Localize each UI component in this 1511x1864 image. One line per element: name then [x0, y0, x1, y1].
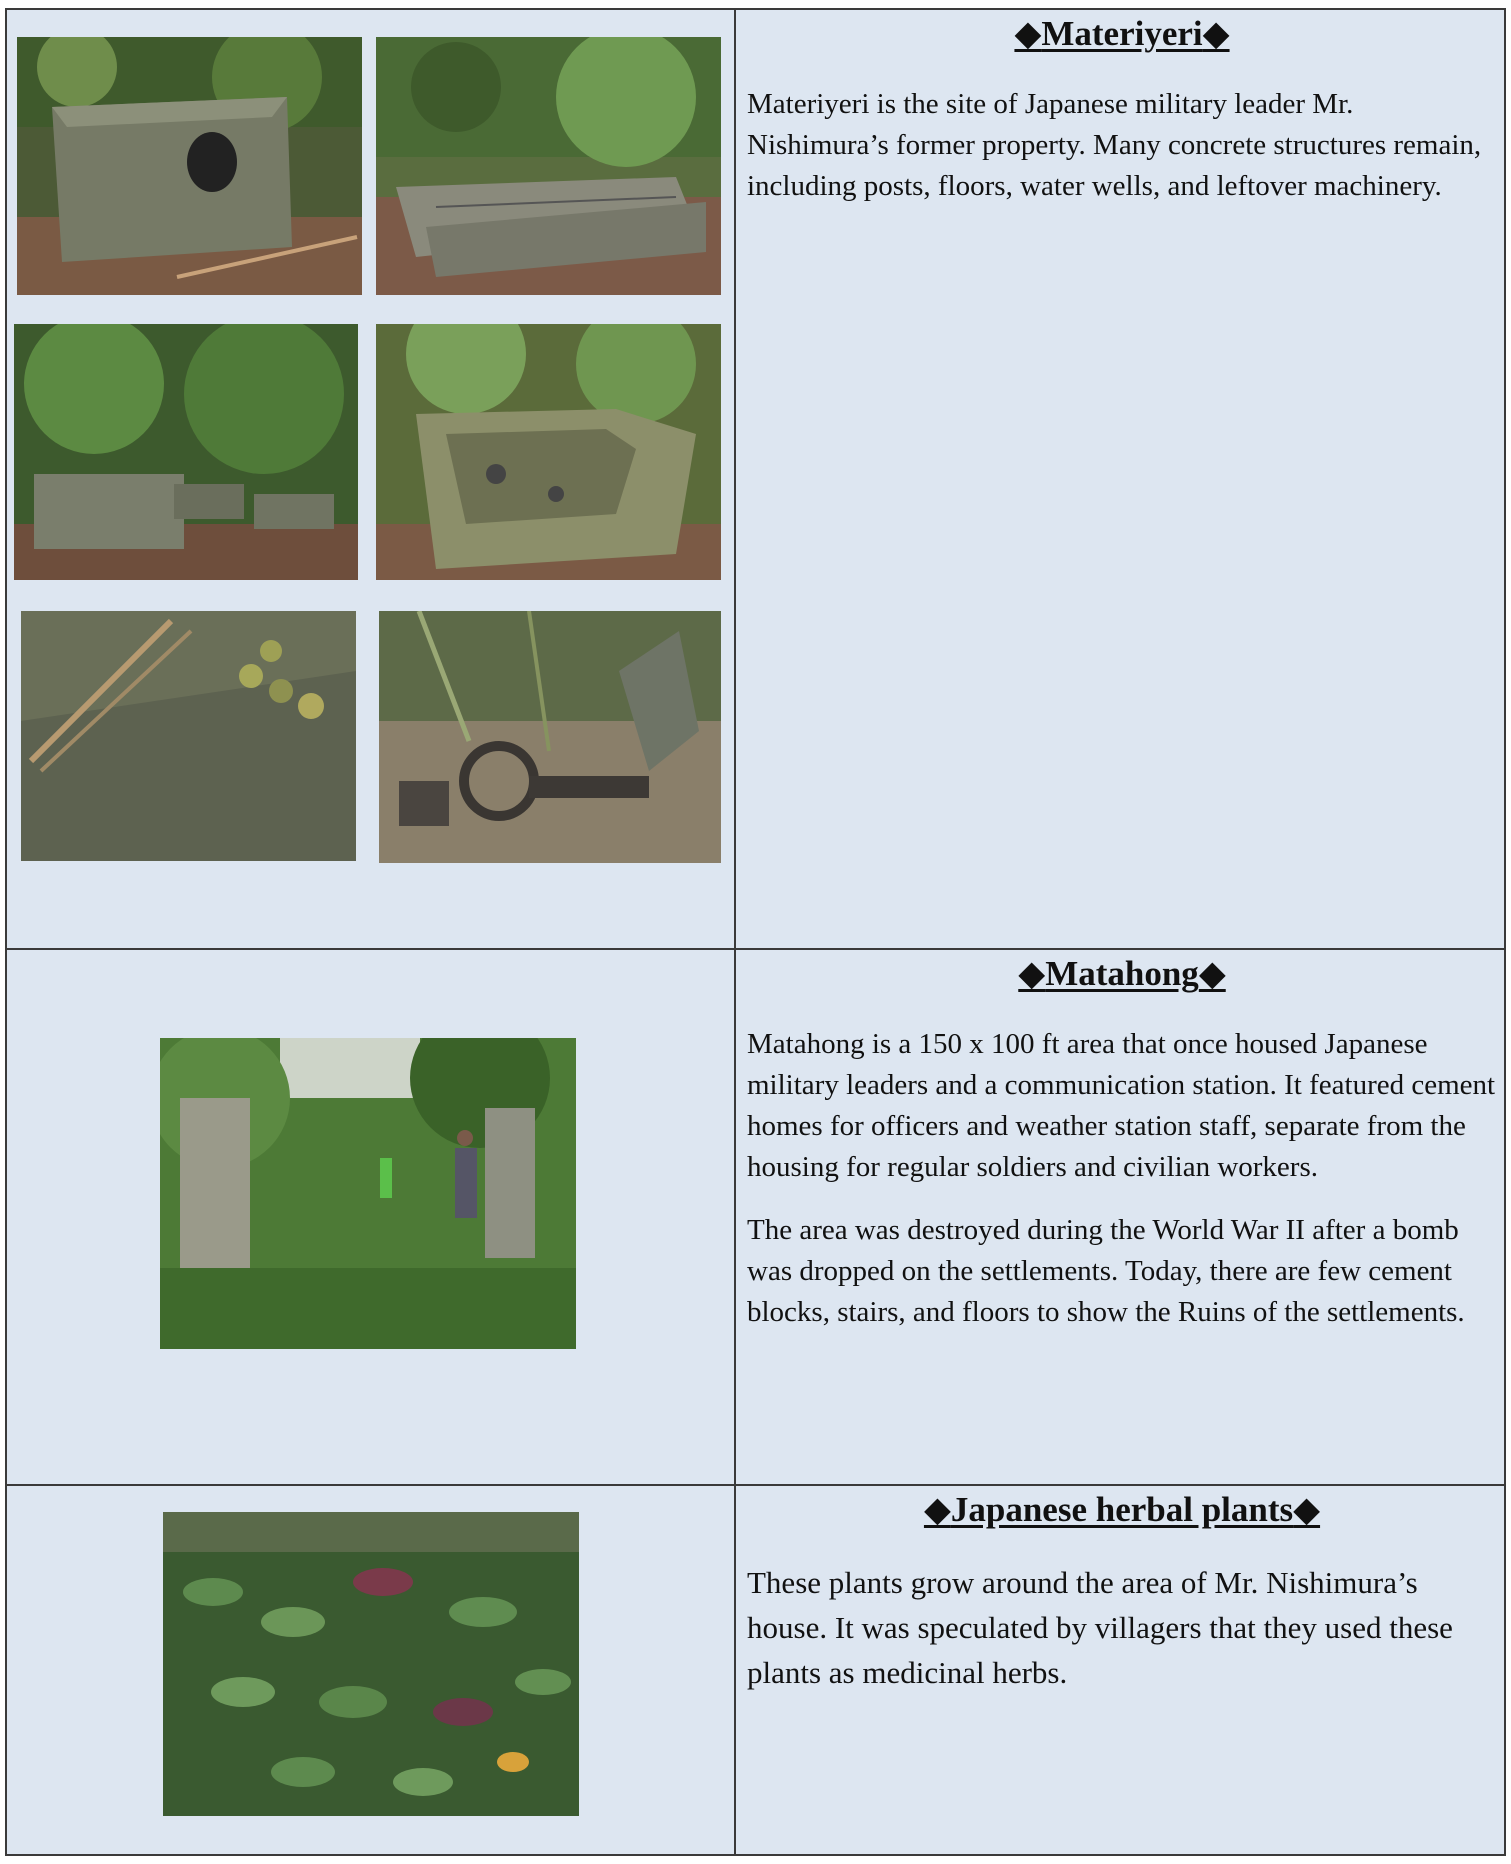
section-paragraph: These plants grow around the area of Mr. Nishimura’s house. It was speculated by villagers that they used these plants as medicinal herbs.	[747, 1565, 1453, 1690]
section-title	[747, 1490, 1497, 1530]
photo-stone-floor-ruin	[376, 37, 721, 295]
photo-herbal-plants	[163, 1512, 579, 1816]
diamond-marker-icon: ◆	[1202, 14, 1230, 53]
section-title-text: Japanese herbal plants	[950, 1490, 1294, 1529]
sites-table	[5, 8, 1506, 1856]
materiyeri-description-cell	[747, 14, 1497, 207]
diamond-marker-icon: ◆	[1198, 954, 1226, 993]
herbal-plants-description-cell	[747, 1490, 1497, 1695]
section-title-text: Materiyeri	[1041, 14, 1203, 53]
section-title-text: Matahong	[1045, 954, 1199, 993]
photo-rusty-machinery	[379, 611, 721, 863]
photo-concrete-block-ruin	[17, 37, 362, 295]
photo-concrete-tanks-in-jungle	[14, 324, 358, 580]
section-title	[747, 14, 1497, 54]
row-divider	[7, 948, 1504, 950]
section-paragraph: The area was destroyed during the World War II after a bomb was dropped on the settlements. Today, there are few cement blocks, stairs, and floors to show the Ruins of the settlements.	[747, 1214, 1465, 1328]
matahong-description-cell	[747, 954, 1497, 1333]
section-paragraph: Matahong is a 150 x 100 ft area that once housed Japanese military leaders and a communication station. It featured cement homes for officers and weather station staff, separate from the housing for regular soldiers and civilian workers.	[747, 1028, 1496, 1183]
column-divider	[734, 10, 736, 1854]
diamond-marker-icon: ◆	[1293, 1490, 1321, 1529]
section-title	[747, 954, 1497, 994]
diamond-marker-icon: ◆	[923, 1490, 951, 1529]
photo-mossy-concrete-basin	[376, 324, 721, 580]
photo-coconuts-on-slab	[21, 611, 356, 861]
photo-overgrown-ruins-with-people	[160, 1038, 576, 1349]
section-paragraph: Materiyeri is the site of Japanese military leader Mr. Nishimura’s former property. Many concrete structures remain, including posts, floors, water wells, and leftover machinery.	[747, 88, 1482, 202]
diamond-marker-icon: ◆	[1014, 14, 1042, 53]
diamond-marker-icon: ◆	[1018, 954, 1046, 993]
row-divider	[7, 1484, 1504, 1486]
